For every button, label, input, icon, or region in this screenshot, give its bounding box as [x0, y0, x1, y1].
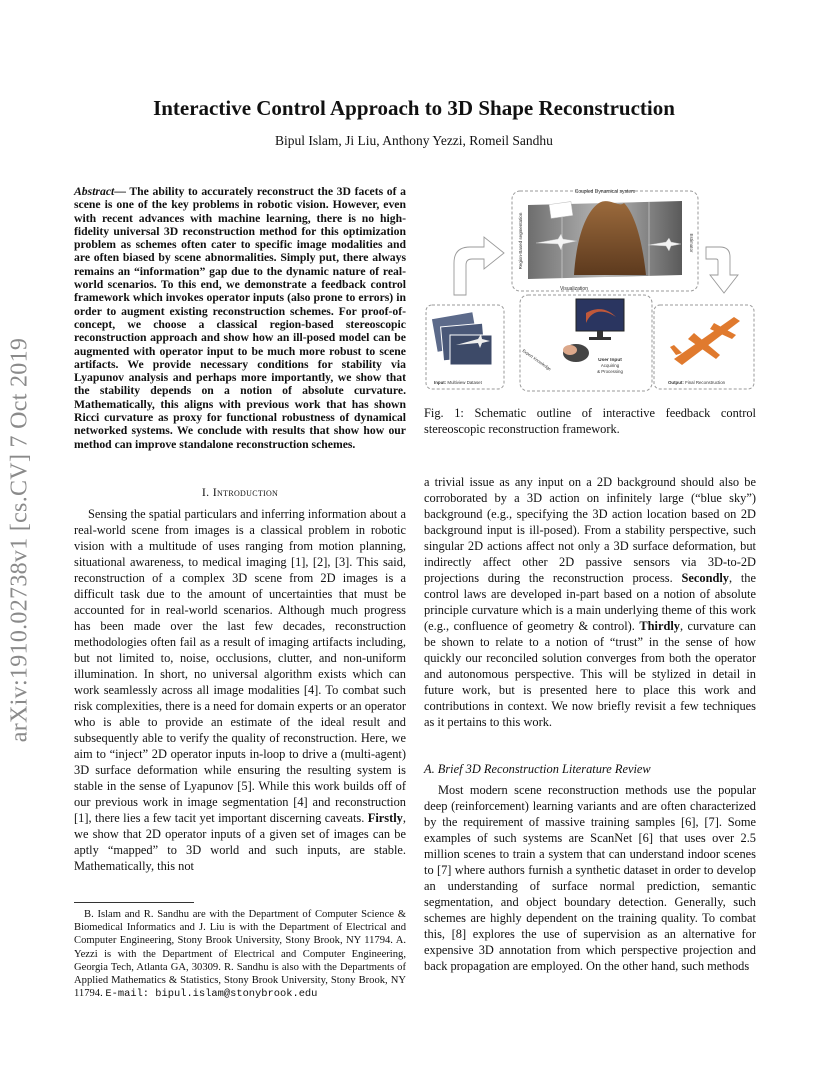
- rc-text-b: , the control laws are developed in-part based on a notion of absolute principle curvature which is a main underlying theme of this work (e.g., confluence of geometry & control).: [424, 571, 756, 633]
- intro-text-2: , we show that 2D operator inputs of a given set of images can be aptly “mapped” to 3D world and such inputs, are stable. Mathematically, this not: [74, 811, 406, 873]
- subsection-heading: A. Brief 3D Reconstruction Literature Review: [424, 762, 651, 776]
- output-label-bold: Output:: [668, 380, 684, 385]
- input-label-bold: Input:: [434, 380, 447, 385]
- footnote-email: E-mail: bipul.islam@stonybrook.edu: [105, 988, 318, 1001]
- intro-firstly: Firstly: [367, 811, 403, 825]
- section-title: Introduction: [212, 485, 279, 499]
- rc-text-c: , curvature can be shown to relate to a notion of “trust” in the sense of how quickly our reconciled solution converges from both the operator and autonomous perspective. This will be stylized in detail in future work, but is presented here to place this work and contributions in context. We now briefly revisit a few techniques as it pertains to this work.: [424, 619, 756, 729]
- abstract-label: Abstract: [74, 185, 115, 198]
- paper-title: Interactive Control Approach to 3D Shape Reconstruction: [153, 96, 675, 120]
- affiliation-footnote: [74, 908, 406, 1001]
- scene-3d-graphic: [528, 201, 682, 279]
- footnote-text: B. Islam and R. Sandhu are with the Department of Computer Science & Biomedical Informatics and J. Liu is with the Department of Electrical and Computer Engineering, Stony Brook University, Stony Brook, NY 11794. A. Yezzi is with the Department of Electrical and Computer Engineering, Georgia Tech, Atlanta GA, 30309. R. Sandhu is also with the Departments of Applied Mathematics & Statistics, Stony Brook University, Stony Brook, NY 11794.: [74, 909, 406, 1000]
- rc-thirdly: Thirdly: [639, 619, 680, 633]
- monitor-graphic: [576, 299, 624, 340]
- multiview-images-graphic: [431, 312, 492, 365]
- user-input-sub2: & Processing: [597, 369, 623, 374]
- region-segmentation-label: Region-Based segmentation: [518, 212, 523, 270]
- right-column-paragraph-1: [424, 474, 756, 730]
- abstract-text: — The ability to accurately reconstruct the 3D facets of a scene is one of the key problems in robotic vision. However, even with recent advances with machine learning, there is no high-fidelity universal 3D reconstruction method for this optimization problem as schemes often cater to specific image modalities and are often biased by scene abnormalities. Simply put, there always remains an “information” gap due to the dynamic nature of real-world scenarios. To this end, we demonstrate a feedback control framework which invokes operator inputs (also prone to errors) in order to augment existing reconstruction schemes. For proof-of-concept, we choose a classical region-based stereoscopic reconstruction approach and show how an ill-posed model can be augmented with operator input to be much more robust to scene artifacts. We provide necessary conditions for stability via Lyapunov analysis and perhaps more importantly, we show that the stability depends on a notion of absolute curvature. Mathematically, this aligns with previous work that has shown Ricci curvature as proxy for functional robustness of dynamical networked systems. We conclude with results that show how our method can improve standalone reconstruction schemes.: [74, 185, 406, 451]
- figure-caption: Fig. 1: Schematic outline of interactive feedback control stereoscopic reconstruction framework.: [424, 406, 756, 436]
- visualization-label: Visualization: [560, 286, 588, 292]
- paper-authors: Bipul Islam, Ji Liu, Anthony Yezzi, Romeil Sandhu: [275, 133, 553, 148]
- reconstructed-airplane-graphic: [670, 317, 740, 365]
- expert-knowledge-label: Expert Knowledge: [521, 347, 553, 372]
- figure-1-schematic: [424, 183, 756, 395]
- section-number: I.: [201, 485, 210, 499]
- rc-text-a: a trivial issue as any input on a 2D background should also be corroborated by a 3D action on infinitely large (“blue sky”) background (e.g., specifying the 3D action location based on 2D background input is ill-posed). From a stability perspective, such singular 2D actions affect not only a 3D surface deformation, but indirectly affect other 2D passive sensors via 3D-to-2D projections during the reconstruction process.: [424, 475, 756, 585]
- user-input-sub1: Acquiring: [600, 363, 620, 368]
- abstract: [74, 185, 406, 451]
- right-column-paragraph-2: Most modern scene reconstruction methods use the popular deep (reinforcement) learning variants and are often characterized by the requirement of massive training samples [6], [7]. Some examples of such systems are ScanNet [6] that uses over 2.5 million scenes to train a system that can understand indoor scenes to [7] where authors furnish a synthetic dataset in order to develop an understanding of surface normal prediction, semantic segmentation, and object boundary detection. Generally, such schemes are highly dependent on the training quality. To combat this, [8] explores the use of supervision as an alternative for expensive 3D annotation from which perspective projection and back propagation are employed. On the other hand, such methods: [424, 783, 756, 973]
- output-label-text: Final Reconstruction: [683, 380, 726, 385]
- section-heading-introduction: [74, 485, 406, 500]
- estimator-label: Estimator: [689, 233, 694, 253]
- coupled-system-label: Coupled Dynamical system: [574, 189, 636, 195]
- intro-paragraph: [74, 506, 406, 874]
- footnote-rule: [74, 902, 194, 903]
- arxiv-stamp: arXiv:1910.02738v1 [cs.CV] 7 Oct 2019: [6, 337, 33, 743]
- output-label: [668, 380, 726, 385]
- user-hand-graphic: [563, 344, 589, 362]
- input-label: [434, 380, 483, 385]
- flow-arrow-left: [454, 237, 504, 295]
- flow-arrow-right: [706, 247, 738, 293]
- input-label-text: Multiview Dataset: [446, 380, 482, 385]
- intro-text-1: Sensing the spatial particulars and inferring information about a real-world scene from images is a classical problem in robotic vision with a multitude of uses ranging from motion planning, situational awareness, to medical imaging [1], [2], [3]. This said, reconstruction of a complex 3D scene from 2D images is a difficult task due to the amount of uncertainties that must be accounted for in real-world scenarios. Although much progress has been made over the last few decades, reconstruction methodologies often fail as a result of imaging artifacts including, but not limited to, noise, occlusions, clutter, and non-uniform illumination. In short, no universal algorithm exists which can work seamlessly across all image modalities [4]. To combat such risk complexities, there is a need for domain experts or an operator who is able to provide an estimate of the ideal result and subsequently able to verify the quality of reconstruction. Here, we aim to “inject” 2D operator inputs in-loop to drive a (multi-agent) 3D surface deformation while ensuring the resulting system is stable in the sense of Lyapunov [5]. While this work builds off of our previous work in image segmentation [4] and reconstruction [1], there lies a few tacit yet important discerning caveats.: [74, 507, 406, 825]
- rc-secondly: Secondly: [681, 571, 729, 585]
- user-input-label: User Input: [598, 358, 622, 363]
